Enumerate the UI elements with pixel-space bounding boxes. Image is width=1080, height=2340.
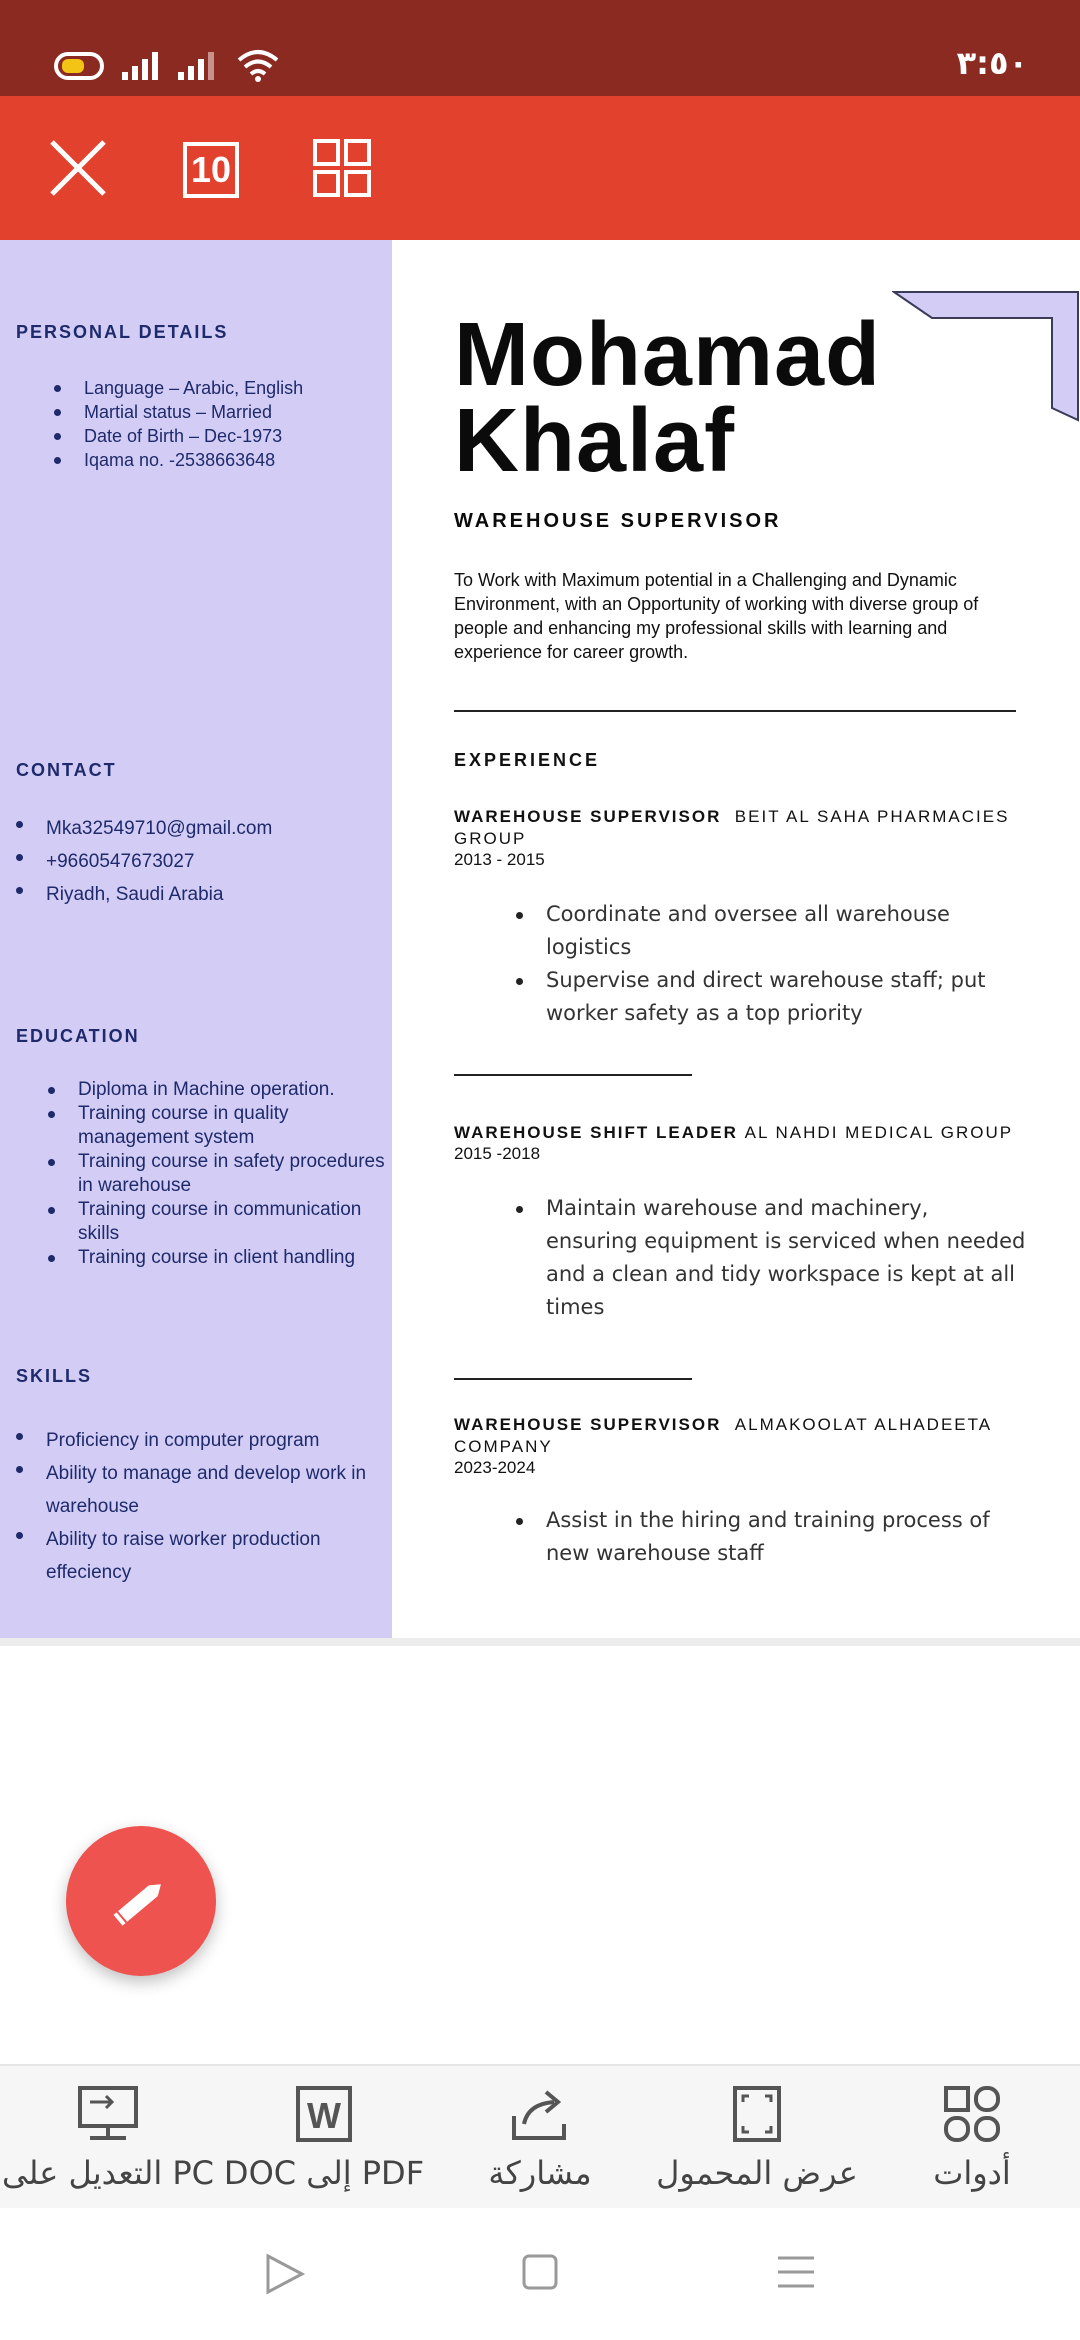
- skills-list: [46, 1424, 390, 1589]
- list-item: Maintain warehouse and machinery, ensuring equipment is serviced when needed and a clean and tidy workspace is kept at all times: [546, 1192, 1026, 1324]
- system-nav-bar: [0, 2208, 1080, 2340]
- svg-text:W: W: [307, 2095, 341, 2136]
- list-item: Training course in communication skills: [78, 1198, 392, 1246]
- job-dates: 2015 -2018: [454, 1144, 541, 1163]
- list-item: Ability to raise worker production effeciency: [46, 1523, 390, 1589]
- list-item: Training course in client handling: [78, 1246, 392, 1270]
- grid-icon: [312, 138, 372, 198]
- job-title: WAREHOUSE SUPERVISOR: [454, 807, 722, 826]
- menu-icon[interactable]: [776, 2254, 816, 2290]
- word-doc-icon: [294, 2084, 354, 2144]
- job-title: WAREHOUSE SUPERVISOR: [454, 1415, 722, 1434]
- tools-button[interactable]: [904, 2084, 1040, 2204]
- job-title: WAREHOUSE SHIFT LEADER: [454, 1123, 738, 1142]
- divider: [454, 1074, 692, 1076]
- resume-sidebar: [0, 240, 392, 1638]
- close-icon: [48, 138, 108, 198]
- list-item: Martial status – Married: [84, 400, 384, 424]
- list-item: Date of Birth – Dec-1973: [84, 424, 384, 448]
- personal-details-heading: PERSONAL DETAILS: [16, 322, 229, 342]
- page-count-button[interactable]: 10: [183, 142, 239, 198]
- job-duties: [546, 898, 1026, 1030]
- bottom-action-bar: [0, 2064, 1080, 2208]
- job-heading: [454, 1414, 1014, 1458]
- job-heading: [454, 1122, 1014, 1144]
- personal-details-list: [84, 376, 384, 472]
- edit-on-pc-button[interactable]: [2, 2084, 215, 2204]
- bottom-item-label: أدوات: [933, 2154, 1011, 2192]
- job-heading: [454, 806, 1014, 850]
- list-item: Training course in safety procedures in warehouse: [78, 1150, 392, 1198]
- list-item: Proficiency in computer program: [46, 1424, 390, 1457]
- contact-heading: CONTACT: [16, 760, 117, 780]
- last-name: Khalaf: [454, 391, 736, 491]
- bottom-item-label: عرض المحمول: [656, 2154, 858, 2192]
- document-page: [0, 240, 1080, 1640]
- skills-heading: SKILLS: [16, 1366, 93, 1386]
- divider: [454, 1378, 692, 1380]
- mobile-view-button[interactable]: [654, 2084, 860, 2204]
- divider: [454, 710, 1016, 712]
- bottom-item-label: التعديل على PC: [2, 2154, 215, 2192]
- share-button[interactable]: [460, 2084, 620, 2204]
- resume-name: [454, 305, 882, 491]
- page-edge: [0, 1638, 1080, 1646]
- tools-icon: [942, 2084, 1002, 2144]
- pdf-to-doc-button[interactable]: [223, 2084, 425, 2204]
- job-company: ALMAKOOLAT ALHADEETA COMPANY: [454, 1415, 992, 1456]
- bottom-item-label: مشاركة: [488, 2154, 592, 2192]
- list-item: Iqama no. -2538663648: [84, 448, 384, 472]
- corner-decoration: [892, 290, 1080, 430]
- job-company: BEIT AL SAHA PHARMACIES GROUP: [454, 807, 1010, 848]
- desktop-icon: [76, 2084, 140, 2144]
- list-item: Ability to manage and develop work in warehouse: [46, 1457, 390, 1523]
- clock: ٣:٥٠: [956, 44, 1028, 82]
- close-button[interactable]: [42, 132, 114, 204]
- status-bar: [0, 0, 1080, 96]
- job-company: AL NAHDI MEDICAL GROUP: [744, 1123, 1014, 1142]
- cellular-signal-icon: [120, 50, 164, 82]
- job-duties: [546, 1504, 1026, 1570]
- list-item: Diploma in Machine operation.: [78, 1078, 392, 1102]
- share-icon: [508, 2084, 572, 2144]
- contact-list: [46, 812, 376, 911]
- job-duties: [546, 1192, 1026, 1324]
- back-triangle-icon[interactable]: [262, 2252, 306, 2296]
- list-item: Mka32549710@gmail.com: [46, 812, 376, 845]
- experience-heading: EXPERIENCE: [454, 750, 601, 770]
- edit-fab-button[interactable]: [66, 1826, 216, 1976]
- resume-role: WAREHOUSE SUPERVISOR: [454, 510, 782, 532]
- education-heading: EDUCATION: [16, 1026, 140, 1046]
- list-item: +9660547673027: [46, 845, 376, 878]
- job-dates: 2013 - 2015: [454, 850, 545, 869]
- battery-icon: [54, 52, 104, 80]
- bottom-item-label: DOC إلى PDF: [223, 2154, 425, 2192]
- list-item: Language – Arabic, English: [84, 376, 384, 400]
- list-item: Training course in quality management system: [78, 1102, 392, 1150]
- education-list: [78, 1078, 392, 1270]
- wifi-icon: [236, 48, 280, 82]
- thumbnails-button[interactable]: [306, 132, 378, 204]
- job-dates: 2023-2024: [454, 1458, 536, 1477]
- home-square-icon[interactable]: [520, 2252, 560, 2292]
- first-name: Mohamad: [454, 305, 882, 405]
- pencil-icon: [109, 1869, 173, 1933]
- resume-summary: To Work with Maximum potential in a Challenging and Dynamic Environment, with an Opportunity of working with diverse group of people and enhancing my professional skills with learning and experience for career growth.: [454, 570, 979, 662]
- top-toolbar: [0, 96, 1080, 240]
- list-item: Riyadh, Saudi Arabia: [46, 878, 376, 911]
- mobile-view-icon: [731, 2084, 783, 2144]
- list-item: Assist in the hiring and training process of new warehouse staff: [546, 1504, 1026, 1570]
- list-item: Coordinate and oversee all warehouse logistics: [546, 898, 1026, 964]
- list-item: Supervise and direct warehouse staff; put worker safety as a top priority: [546, 964, 1026, 1030]
- cellular-signal-2-icon: [176, 50, 220, 82]
